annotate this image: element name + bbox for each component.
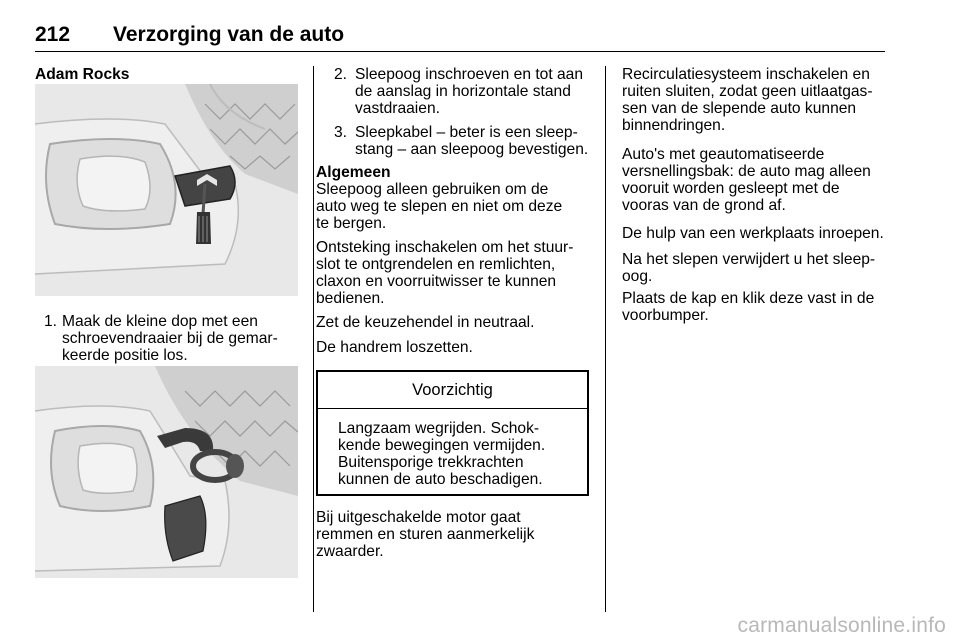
step-3-line-1: Sleepkabel – beter is een sleep- [355,124,578,141]
caution-title: Voorzichtig [318,372,587,409]
caution-line-4: kunnen de auto beschadigen. [338,471,543,488]
general-para-4: De handrem loszetten. [316,339,473,356]
col3-para-1-line-2: ruiten sluiten, zodat geen uitlaatgas- [622,83,873,100]
col3-para-5-line-2: voorbumper. [622,307,709,324]
step-3-line-2: stang – aan sleepoog bevestigen. [355,141,589,158]
caution-line-1: Langzaam wegrijden. Schok- [338,420,540,437]
general-para-3: Zet de keuzehendel in neutraal. [316,314,535,331]
column-divider-1 [313,66,314,612]
col3-para-5-line-1: Plaats de kap en klik deze vast in de [622,290,875,307]
step-2-line-1: Sleepoog inschroeven en tot aan [355,66,584,83]
step-1-line-2: schroevendraaier bij de gemar- [62,330,278,347]
step-1-line-1: Maak de kleine dop met een [62,313,258,330]
general-para-2-line-3: claxon en voorruitwisser te kunnen [316,273,557,290]
step-2-number: 2. [333,66,347,83]
col3-para-2-line-1: Auto's met geautomatiseerde [622,146,825,163]
col3-para-4-line-1: Na het slepen verwijdert u het sleep- [622,251,876,268]
page-title: Verzorging van de auto [113,23,345,46]
step-2-line-3: vastdraaien. [355,100,440,117]
caution-line-3: Buitensporige trekkrachten [338,454,524,471]
section-heading-algemeen: Algemeen [316,164,391,181]
header-rule [35,51,885,52]
col3-para-3: De hulp van een werkplaats inroepen. [622,225,884,242]
col3-para-1-line-3: sen van de slepende auto kunnen [622,100,857,117]
step-1-line-3: keerde positie los. [62,347,188,364]
col3-para-2-line-2: versnellingsbak: de auto mag alleen [622,163,871,180]
step-1-number: 1. [43,313,57,330]
page-number: 212 [35,23,71,46]
step-3-number: 3. [333,124,347,141]
bumper-cap-screwdriver-illustration-icon [35,84,298,296]
col3-para-4-line-2: oog. [622,268,653,285]
column-divider-2 [605,66,606,612]
col3-para-2-line-4: vooras van de grond af. [622,197,786,214]
general-para-1-line-1: Sleepoog alleen gebruiken om de [316,181,549,198]
step-2-line-2: de aanslag in horizontale stand [355,83,571,100]
general-para-1-line-2: auto weg te slepen en niet om deze [316,198,563,215]
general-para-2-line-4: bedienen. [316,290,385,307]
general-para-1-line-3: te bergen. [316,215,387,232]
col3-para-1-line-4: binnendringen. [622,117,726,134]
general-para-2-line-2: slot te ontgrendelen en remlichten, [316,256,556,273]
col3-para-1-line-1: Recirculatiesysteem inschakelen en [622,66,870,83]
towing-eye-installation-illustration-icon [35,366,298,578]
general-para-5-line-1: Bij uitgeschakelde motor gaat [316,509,521,526]
general-para-5-line-3: zwaarder. [316,543,384,560]
caution-line-2: kende bewegingen vermijden. [338,437,546,454]
section-label: Adam Rocks [35,66,130,83]
general-para-5-line-2: remmen en sturen aanmerkelijk [316,526,535,543]
col3-para-2-line-3: vooruit worden gesleept met de [622,180,840,197]
caution-box [316,370,589,496]
general-para-2-line-1: Ontsteking inschakelen om het stuur- [316,239,574,256]
watermark: carmanualsonline.info [737,614,946,637]
